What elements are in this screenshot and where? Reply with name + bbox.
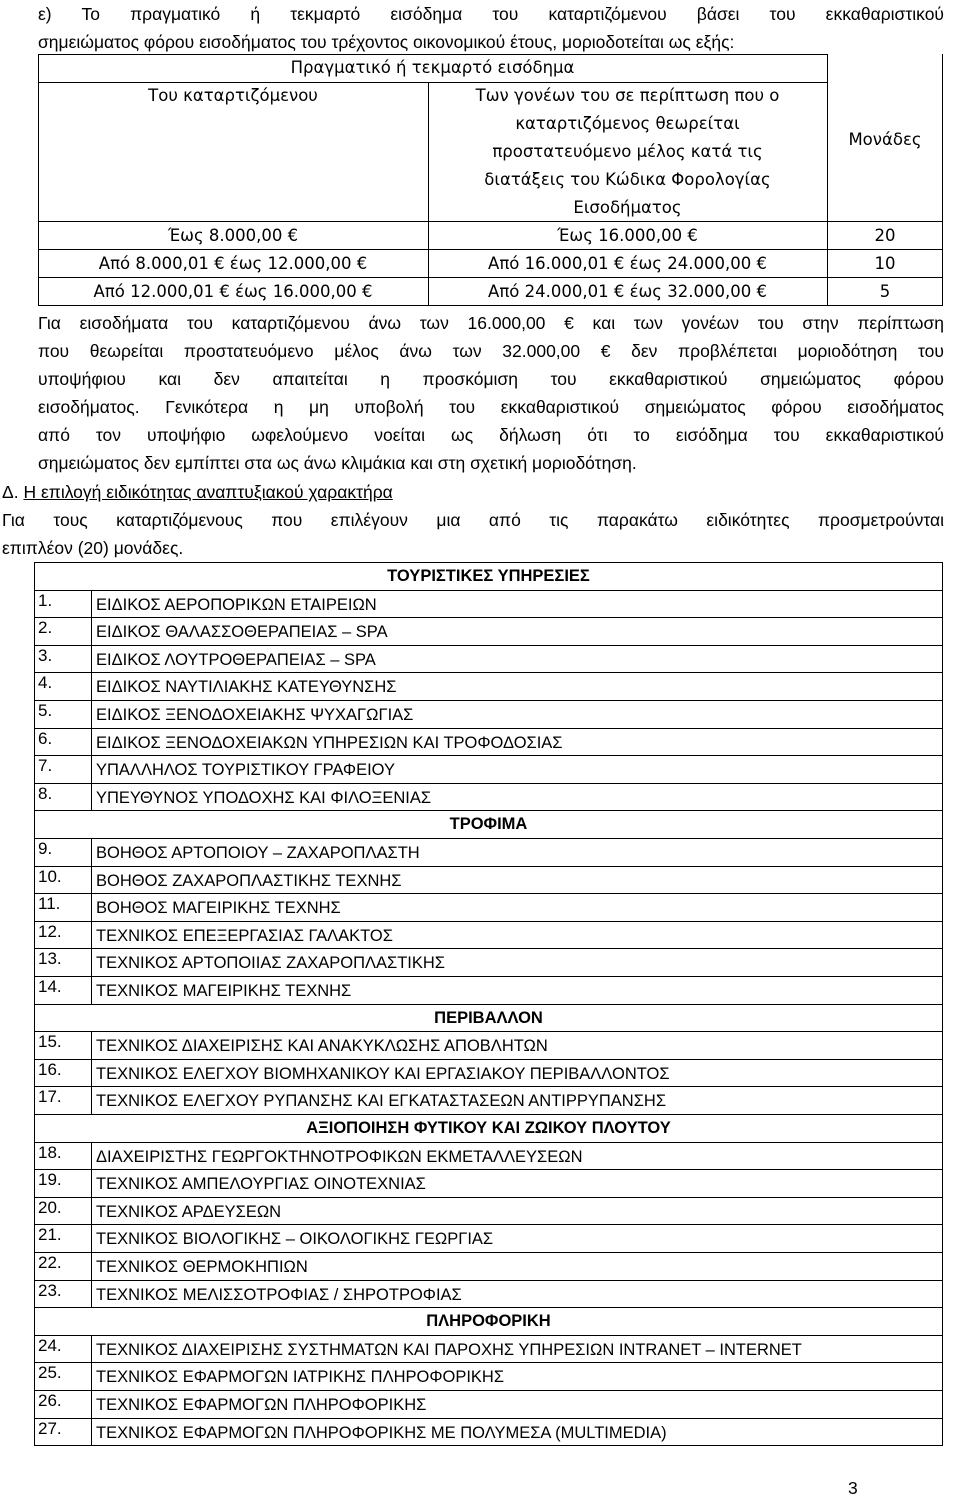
specialty-row <box>34 1362 943 1390</box>
specialty-name: ΕΙΔΙΚΟΣ ΘΑΛΑΣΣΟΘΕΡΑΠΕΙΑΣ – SPA <box>96 623 388 642</box>
specialty-number: 20. <box>38 1197 62 1217</box>
specialty-number: 25. <box>38 1363 62 1383</box>
specialty-number: 18. <box>38 1142 62 1162</box>
specialty-name: ΕΙΔΙΚΟΣ ΞΕΝΟΔΟΧΕΙΑΚΗΣ ΨΥΧΑΓΩΓΙΑΣ <box>96 706 414 724</box>
row3-parents: Από 24.000,01 € έως 32.000,00 € <box>488 282 767 301</box>
specialty-row <box>34 1086 943 1114</box>
specialty-name: ΤΕΧΝΙΚΟΣ ΕΦΑΡΜΟΓΩΝ ΠΛΗΡΟΦΟΡΙΚΗΣ <box>96 1396 427 1414</box>
intro-line-1: ε) Το πραγματικό ή τεκμαρτό εισόδημα του καταρτιζόμενου βάσει του εκκαθαριστικού <box>38 4 944 24</box>
section-d-line-1: Για τους καταρτιζόμενους που επιλέγουν μια από τις παρακάτω ειδικότητες προσμετρούνται <box>2 510 944 530</box>
specialty-name: ΤΕΧΝΙΚΟΣ ΑΡΤΟΠΟΙΙΑΣ ΖΑΧΑΡΟΠΛΑΣΤΙΚΗΣ <box>96 954 445 973</box>
group-header: ΤΟΥΡΙΣΤΙΚΕΣ ΥΠΗΡΕΣΙΕΣ <box>387 567 590 585</box>
group-header: ΠΛΗΡΟΦΟΡΙΚΗ <box>426 1312 551 1331</box>
specialty-row <box>34 672 943 700</box>
specialty-name: ΕΙΔΙΚΟΣ ΑΕΡΟΠΟΡΙΚΩΝ ΕΤΑΙΡΕΙΩΝ <box>96 595 377 614</box>
col-parents-header: Των γονέων του σε περίπτωση που ο καταρτιζόμενος θεωρείται προστατευόμενο μέλος κατά τις διατάξεις του Κώδικα Φορολογίας Εισοδήματος <box>475 86 780 217</box>
specialty-name: ΤΕΧΝΙΚΟΣ ΔΙΑΧΕΙΡΙΣΗΣ ΚΑΙ ΑΝΑΚΥΚΛΩΣΗΣ ΑΠΟΒΛΗΤΩΝ <box>96 1037 548 1056</box>
specialty-name: ΤΕΧΝΙΚΟΣ ΜΕΛΙΣΣΟΤΡΟΦΙΑΣ / ΣΗΡΟΤΡΟΦΙΑΣ <box>96 1285 462 1304</box>
para-line-6: σημειώματος δεν εμπίπτει στα ως άνω κλιμάκια και στη σχετική μοριοδότηση. <box>38 453 637 473</box>
group-header: ΑΞΙΟΠΟΙΗΣΗ ΦΥΤΙΚΟΥ ΚΑΙ ΖΩΙΚΟΥ ΠΛΟΥΤΟΥ <box>306 1119 671 1137</box>
specialty-number: 6. <box>38 728 53 748</box>
group-header: ΤΡΟΦΙΜΑ <box>449 815 528 834</box>
specialty-row <box>34 645 943 673</box>
specialty-row <box>34 590 943 618</box>
specialty-number: 24. <box>38 1335 62 1355</box>
specialty-number: 12. <box>38 921 62 941</box>
specialty-number: 3. <box>38 645 53 665</box>
row2-parents: Από 16.000,01 € έως 24.000,00 € <box>488 254 767 273</box>
specialty-name: ΕΙΔΙΚΟΣ ΞΕΝΟΔΟΧΕΙΑΚΩΝ ΥΠΗΡΕΣΙΩΝ ΚΑΙ ΤΡΟΦΟΔΟΣΙΑΣ <box>96 733 563 752</box>
para-line-4: εισοδήματος. Γενικότερα η μη υποβολή του εκκαθαριστικού σημειώματος φόρου εισοδήματος <box>38 397 944 417</box>
row3-units: 5 <box>879 282 891 301</box>
specialty-name: ΤΕΧΝΙΚΟΣ ΘΕΡΜΟΚΗΠΙΩΝ <box>96 1258 308 1276</box>
specialty-row <box>34 1197 943 1225</box>
specialty-number: 7. <box>38 756 53 776</box>
specialty-row <box>34 1142 943 1170</box>
specialty-number: 19. <box>38 1170 62 1190</box>
specialty-number: 10. <box>38 866 62 886</box>
row2-units: 10 <box>874 254 896 273</box>
specialty-name: ΥΠΑΛΛΗΛΟΣ ΤΟΥΡΙΣΤΙΚΟΥ ΓΡΑΦΕΙΟΥ <box>96 761 395 780</box>
specialty-name: ΤΕΧΝΙΚΟΣ ΒΙΟΛΟΓΙΚΗΣ – ΟΙΚΟΛΟΓΙΚΗΣ ΓΕΩΡΓΙΑΣ <box>96 1230 494 1249</box>
page-number: 3 <box>848 1478 858 1498</box>
specialty-name: ΤΕΧΝΙΚΟΣ ΕΦΑΡΜΟΓΩΝ ΙΑΤΡΙΚΗΣ ΠΛΗΡΟΦΟΡΙΚΗΣ <box>96 1368 505 1387</box>
specialty-number: 23. <box>38 1280 62 1300</box>
specialty-name: ΒΟΗΘΟΣ ΑΡΤΟΠΟΙΟΥ – ΖΑΧΑΡΟΠΛΑΣΤΗ <box>96 844 420 862</box>
row2-trainee: Από 8.000,01 € έως 12.000,00 € <box>98 254 368 273</box>
specialty-row <box>34 976 943 1004</box>
specialty-row <box>34 755 943 783</box>
specialty-number: 16. <box>38 1059 62 1079</box>
section-d-prefix: Δ. <box>2 482 19 502</box>
specialty-name: ΤΕΧΝΙΚΟΣ ΕΠΕΞΕΡΓΑΣΙΑΣ ΓΑΛΑΚΤΟΣ <box>96 926 393 945</box>
specialty-name: ΤΕΧΝΙΚΟΣ ΕΛΕΓΧΟΥ ΡΥΠΑΝΣΗΣ ΚΑΙ ΕΓΚΑΤΑΣΤΑΣΕΩΝ ΑΝΤΙΡΡΥΠΑΝΣΗΣ <box>96 1092 667 1111</box>
specialty-name: ΒΟΗΘΟΣ ΖΑΧΑΡΟΠΛΑΣΤΙΚΗΣ ΤΕΧΝΗΣ <box>96 871 402 890</box>
specialty-name: ΤΕΧΝΙΚΟΣ ΔΙΑΧΕΙΡΙΣΗΣ ΣΥΣΤΗΜΑΤΩΝ ΚΑΙ ΠΑΡΟΧΗΣ ΥΠΗΡΕΣΙΩΝ INTRANET – INTERNET <box>96 1340 802 1359</box>
specialty-row <box>34 893 943 921</box>
specialty-number: 8. <box>38 783 53 803</box>
specialty-row <box>34 948 943 976</box>
section-d-title: Η επιλογή ειδικότητας αναπτυξιακού χαρακτήρα <box>23 482 393 502</box>
row1-parents: Έως 16.000,00 € <box>557 226 698 245</box>
specialty-row <box>34 728 943 756</box>
specialty-number: 15. <box>38 1032 62 1052</box>
specialty-name: ΤΕΧΝΙΚΟΣ ΜΑΓΕΙΡΙΚΗΣ ΤΕΧΝΗΣ <box>96 982 352 1000</box>
specialty-number: 5. <box>38 701 53 720</box>
specialty-row <box>34 1418 943 1446</box>
specialty-number: 27. <box>38 1418 62 1438</box>
specialty-name: ΒΟΗΘΟΣ ΜΑΓΕΙΡΙΚΗΣ ΤΕΧΝΗΣ <box>96 899 341 918</box>
specialty-row <box>34 700 943 728</box>
income-table <box>38 54 943 314</box>
specialty-number: 21. <box>38 1225 62 1245</box>
specialty-row <box>34 838 943 866</box>
specialty-row <box>34 783 943 811</box>
specialty-name: ΤΕΧΝΙΚΟΣ ΑΡΔΕΥΣΕΩΝ <box>96 1202 282 1221</box>
row1-units: 20 <box>874 226 896 245</box>
specialty-name: ΥΠΕΥΘΥΝΟΣ ΥΠΟΔΟΧΗΣ ΚΑΙ ΦΙΛΟΞΕΝΙΑΣ <box>96 788 432 807</box>
para-line-2: που θεωρείται προστατευόμενο μέλος άνω των 32.000,00 € δεν προβλέπεται μοριοδότηση του <box>38 341 944 361</box>
group-header: ΠΕΡΙΒΑΛΛΟΝ <box>434 1008 543 1027</box>
specialty-row <box>34 866 943 894</box>
specialty-number: 9. <box>38 839 53 858</box>
specialty-number: 13. <box>38 949 62 969</box>
intro-line-2: σημειώματος φόρου εισοδήματος του τρέχοντος οικονομικού έτους, μοριοδοτείται ως εξής: <box>38 32 735 52</box>
specialty-number: 14. <box>38 977 62 996</box>
specialty-number: 4. <box>38 673 53 693</box>
col-units-header: Μονάδες <box>848 130 922 149</box>
specialty-number: 22. <box>38 1253 62 1272</box>
specialty-row <box>34 1390 943 1418</box>
specialty-row <box>34 1059 943 1087</box>
row1-trainee: Έως 8.000,00 € <box>167 226 299 245</box>
specialties-table <box>34 562 943 1445</box>
section-d-line-2: επιπλέον (20) μονάδες. <box>2 538 184 558</box>
specialty-number: 11. <box>38 894 61 914</box>
specialty-row <box>34 1335 943 1363</box>
specialty-name: ΔΙΑΧΕΙΡΙΣΤΗΣ ΓΕΩΡΓΟΚΤΗΝΟΤΡΟΦΙΚΩΝ ΕΚΜΕΤΑΛΛΕΥΣΕΩΝ <box>96 1147 583 1166</box>
specialty-name: ΤΕΧΝΙΚΟΣ ΕΛΕΓΧΟΥ ΒΙΟΜΗΧΑΝΙΚΟΥ ΚΑΙ ΕΡΓΑΣΙΑΚΟΥ ΠΕΡΙΒΑΛΛΟΝΤΟΣ <box>96 1064 670 1083</box>
specialty-name: ΕΙΔΙΚΟΣ ΛΟΥΤΡΟΘΕΡΑΠΕΙΑΣ – SPA <box>96 650 376 669</box>
specialty-row <box>34 617 943 645</box>
specialty-row <box>34 1169 943 1197</box>
specialty-row <box>34 1224 943 1252</box>
para-line-3: υποψήφιου και δεν απαιτείται η προσκόμιση του εκκαθαριστικού σημειώματος φόρου <box>38 369 944 389</box>
specialty-name: ΤΕΧΝΙΚΟΣ ΑΜΠΕΛΟΥΡΓΙΑΣ ΟΙΝΟΤΕΧΝΙΑΣ <box>96 1175 426 1194</box>
specialty-number: 26. <box>38 1391 62 1410</box>
specialty-number: 2. <box>38 618 53 638</box>
income-table-header: Πραγματικό ή τεκμαρτό εισόδημα <box>290 58 575 77</box>
specialty-name: ΤΕΧΝΙΚΟΣ ΕΦΑΡΜΟΓΩΝ ΠΛΗΡΟΦΟΡΙΚΗΣ ΜΕ ΠΟΛΥΜΕΣΑ (MULTIMEDIA) <box>96 1423 667 1442</box>
specialty-row <box>34 1252 943 1280</box>
specialty-row <box>34 1031 943 1059</box>
specialty-number: 17. <box>38 1087 62 1107</box>
specialty-name: ΕΙΔΙΚΟΣ ΝΑΥΤΙΛΙΑΚΗΣ ΚΑΤΕΥΘΥΝΣΗΣ <box>96 678 397 697</box>
row3-trainee: Από 12.000,01 € έως 16.000,00 € <box>93 282 373 301</box>
section-d-heading <box>2 478 393 506</box>
col-trainee-header: Του καταρτιζόμενου <box>148 86 318 105</box>
specialty-row <box>34 1280 943 1308</box>
specialty-row <box>34 921 943 949</box>
para-line-1: Για εισοδήματα του καταρτιζόμενου άνω των 16.000,00 € και των γονέων του στην περίπτωση <box>38 313 944 333</box>
specialty-number: 1. <box>38 590 53 610</box>
para-line-5: από τον υποψήφιο ωφελούμενο νοείται ως δήλωση ότι το εισόδημα του εκκαθαριστικού <box>38 425 944 445</box>
